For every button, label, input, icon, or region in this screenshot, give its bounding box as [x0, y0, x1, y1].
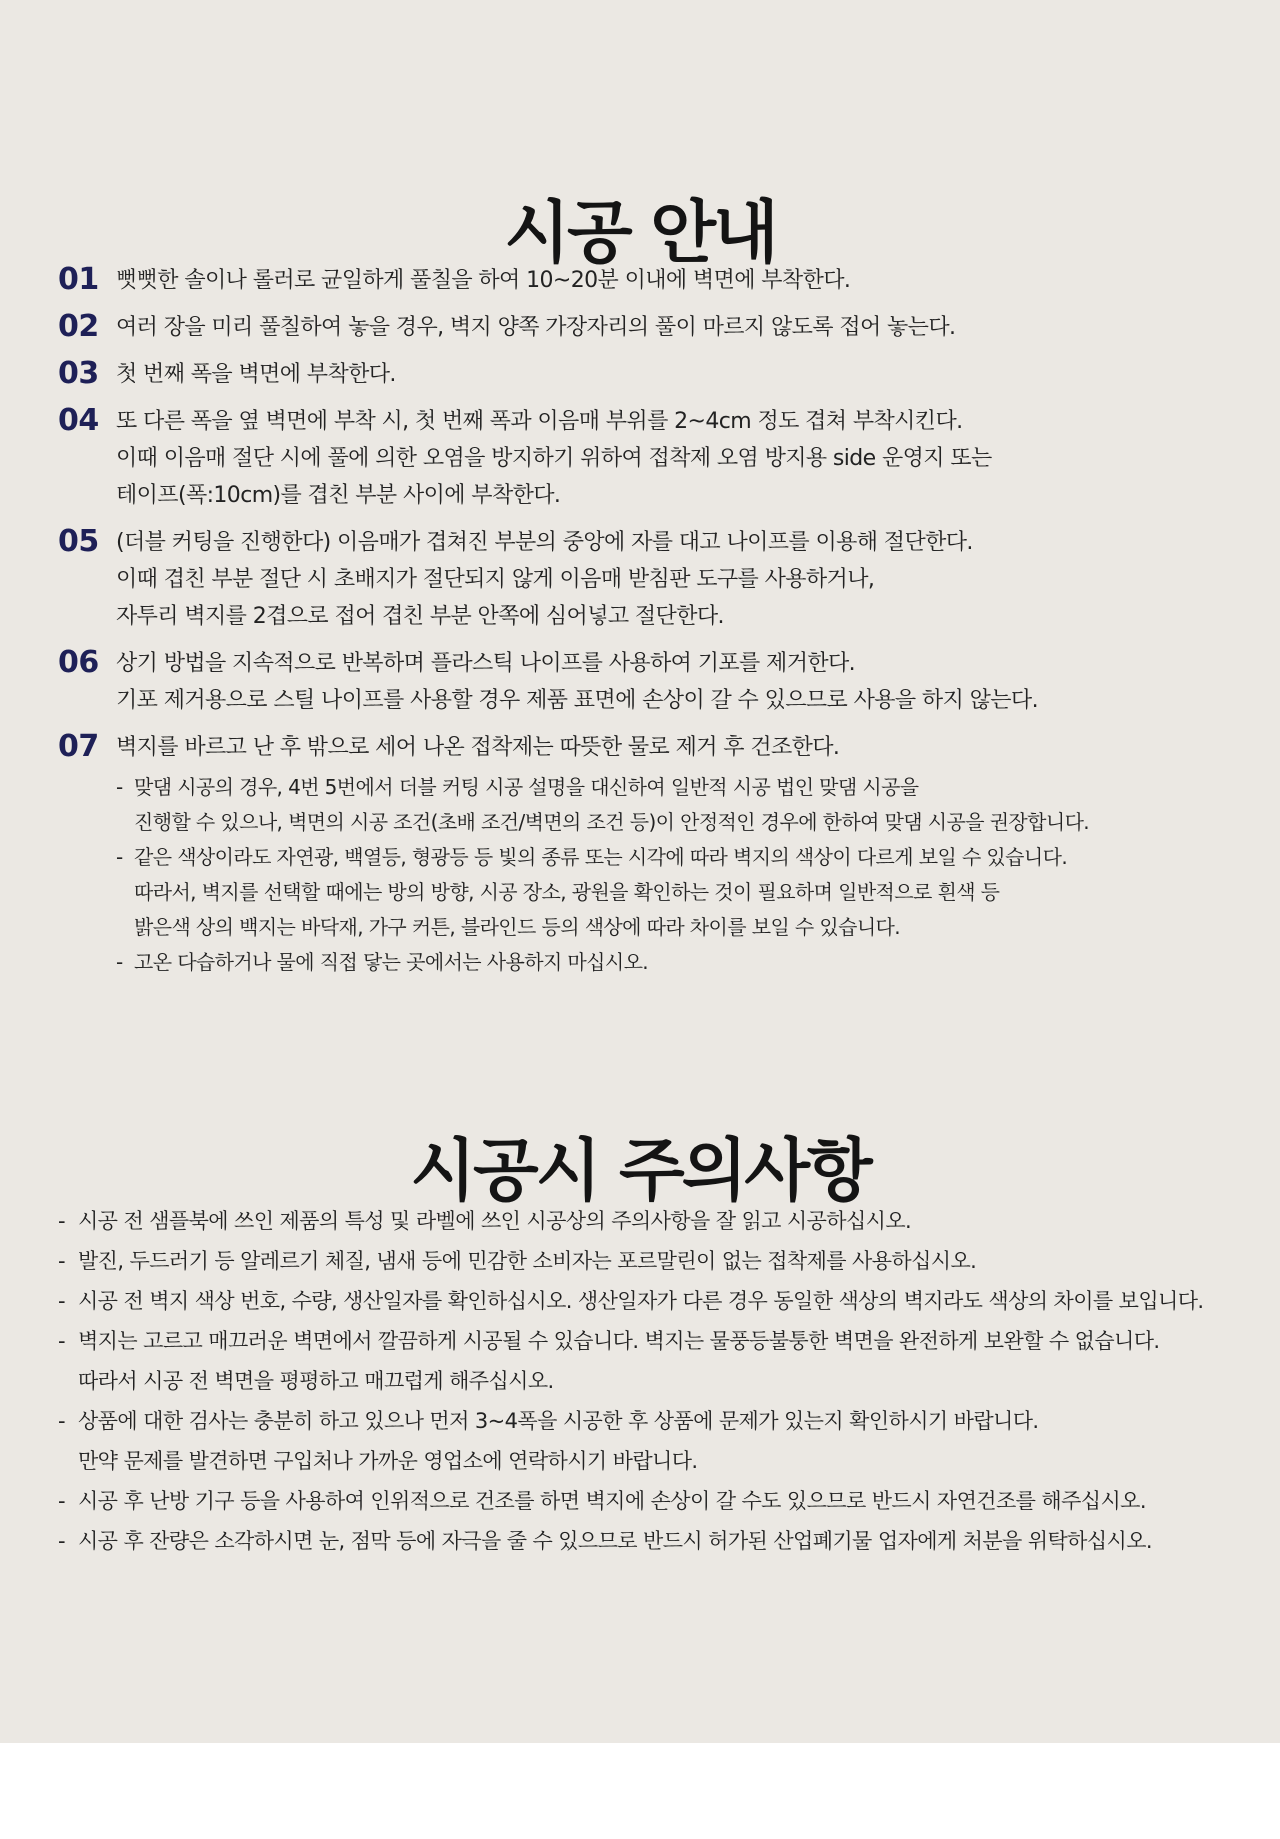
step-item	[58, 309, 1258, 346]
step-text	[116, 729, 1258, 980]
caution-dash: -	[58, 1529, 66, 1553]
note-line: 따라서, 벽지를 선택할 때에는 방의 방향, 시공 장소, 광원을 확인하는 것이 필요하며 일반적으로 흰색 등	[134, 880, 1000, 904]
cautions-list	[58, 1201, 1258, 1561]
caution-line: 만약 문제를 발견하면 구입처나 가까운 영업소에 연락하시기 바랍니다.	[78, 1449, 698, 1473]
caution-item	[58, 1241, 1258, 1281]
step-line: 벽지를 바르고 난 후 밖으로 세어 나온 접착제는 따뜻한 물로 제거 후 건조한다.	[116, 735, 840, 760]
note-item	[116, 840, 1258, 945]
step-item	[58, 729, 1258, 980]
caution-line: 시공 전 벽지 색상 번호, 수량, 생산일자를 확인하십시오. 생산일자가 다른 경우 동일한 색상의 벽지라도 색상의 차이를 보입니다.	[78, 1289, 1204, 1313]
step-line: 이때 이음매 절단 시에 풀에 의한 오염을 방지하기 위하여 접착제 오염 방지용 side 운영지 또는	[116, 446, 992, 471]
step-text	[116, 309, 1258, 346]
note-line: 맞댐 시공의 경우, 4번 5번에서 더블 커팅 시공 설명을 대신하여 일반적 시공 법인 맞댐 시공을	[134, 775, 919, 799]
step-line: (더블 커팅을 진행한다) 이음매가 겹쳐진 부분의 중앙에 자를 대고 나이프를 이용해 절단한다.	[116, 530, 973, 555]
note-item	[116, 770, 1258, 840]
install-steps-list	[58, 262, 1258, 990]
step-line: 상기 방법을 지속적으로 반복하며 플라스틱 나이프를 사용하여 기포를 제거한다.	[116, 651, 856, 676]
step-text	[116, 403, 1258, 514]
caution-line: 발진, 두드러기 등 알레르기 체질, 냄새 등에 민감한 소비자는 포르말린이 없는 접착제를 사용하십시오.	[78, 1249, 977, 1273]
caution-line: 시공 후 난방 기구 등을 사용하여 인위적으로 건조를 하면 벽지에 손상이 갈 수도 있으므로 반드시 자연건조를 해주십시오.	[78, 1489, 1146, 1513]
step-item	[58, 524, 1258, 635]
note-line: 고온 다습하거나 물에 직접 닿는 곳에서는 사용하지 마십시오.	[134, 950, 649, 974]
step-notes-list	[116, 770, 1258, 980]
note-line: 밝은색 상의 백지는 바닥재, 가구 커튼, 블라인드 등의 색상에 따라 차이를 보일 수 있습니다.	[134, 915, 901, 939]
caution-dash: -	[58, 1249, 66, 1273]
caution-item	[58, 1481, 1258, 1521]
caution-dash: -	[58, 1409, 66, 1433]
caution-item	[58, 1321, 1258, 1401]
caution-dash: -	[58, 1209, 66, 1233]
caution-line: 시공 후 잔량은 소각하시면 눈, 점막 등에 자극을 줄 수 있으므로 반드시 허가된 산업폐기물 업자에게 처분을 위탁하십시오.	[78, 1529, 1152, 1553]
note-dash: -	[116, 775, 124, 799]
step-line: 이때 겹친 부분 절단 시 초배지가 절단되지 않게 이음매 받침판 도구를 사용하거나,	[116, 567, 875, 592]
step-line: 뻣뻣한 솔이나 롤러로 균일하게 풀칠을 하여 10~20분 이내에 벽면에 부착한다.	[116, 268, 851, 293]
caution-item	[58, 1401, 1258, 1481]
step-line: 또 다른 폭을 옆 벽면에 부착 시, 첫 번째 폭과 이음매 부위를 2~4cm 정도 겹쳐 부착시킨다.	[116, 409, 963, 434]
step-item	[58, 356, 1258, 393]
step-number: 01	[58, 262, 99, 297]
step-line: 자투리 벽지를 2겹으로 접어 겹친 부분 안쪽에 심어넣고 절단한다.	[116, 604, 724, 629]
note-item	[116, 945, 1258, 980]
step-text	[116, 262, 1258, 299]
step-line: 여러 장을 미리 풀칠하여 놓을 경우, 벽지 양쪽 가장자리의 풀이 마르지 않도록 접어 놓는다.	[116, 315, 956, 340]
step-line: 첫 번째 폭을 벽면에 부착한다.	[116, 362, 396, 387]
note-dash: -	[116, 950, 124, 974]
step-number: 07	[58, 729, 99, 764]
caution-line: 시공 전 샘플북에 쓰인 제품의 특성 및 라벨에 쓰인 시공상의 주의사항을 잘 읽고 시공하십시오.	[78, 1209, 912, 1233]
step-item	[58, 262, 1258, 299]
caution-item	[58, 1281, 1258, 1321]
step-number: 02	[58, 309, 99, 344]
step-number: 03	[58, 356, 99, 391]
step-text	[116, 356, 1258, 393]
step-number: 05	[58, 524, 99, 559]
caution-dash: -	[58, 1289, 66, 1313]
caution-dash: -	[58, 1489, 66, 1513]
caution-line: 상품에 대한 검사는 충분히 하고 있으나 먼저 3~4폭을 시공한 후 상품에 문제가 있는지 확인하시기 바랍니다.	[78, 1409, 1039, 1433]
step-line: 기포 제거용으로 스틸 나이프를 사용할 경우 제품 표면에 손상이 갈 수 있으므로 사용을 하지 않는다.	[116, 688, 1038, 713]
note-line: 진행할 수 있으나, 벽면의 시공 조건(초배 조건/벽면의 조건 등)이 안정적인 경우에 한하여 맞댐 시공을 권장합니다.	[134, 810, 1090, 834]
step-text	[116, 645, 1258, 719]
caution-item	[58, 1521, 1258, 1561]
step-item	[58, 645, 1258, 719]
caution-line: 따라서 시공 전 벽면을 평평하고 매끄럽게 해주십시오.	[78, 1369, 554, 1393]
caution-line: 벽지는 고르고 매끄러운 벽면에서 깔끔하게 시공될 수 있습니다. 벽지는 물풍등불퉁한 벽면을 완전하게 보완할 수 없습니다.	[78, 1329, 1160, 1353]
cautions-title: 시공시 주의사항	[410, 1131, 870, 1211]
caution-dash: -	[58, 1329, 66, 1353]
install-guide-title: 시공 안내	[504, 193, 776, 273]
step-number: 06	[58, 645, 99, 680]
step-text	[116, 524, 1258, 635]
note-line: 같은 색상이라도 자연광, 백열등, 형광등 등 빛의 종류 또는 시각에 따라 벽지의 색상이 다르게 보일 수 있습니다.	[134, 845, 1068, 869]
step-number: 04	[58, 403, 99, 438]
step-line: 테이프(폭:10cm)를 겹친 부분 사이에 부착한다.	[116, 483, 561, 508]
caution-item	[58, 1201, 1258, 1241]
note-dash: -	[116, 845, 124, 869]
step-item	[58, 403, 1258, 514]
